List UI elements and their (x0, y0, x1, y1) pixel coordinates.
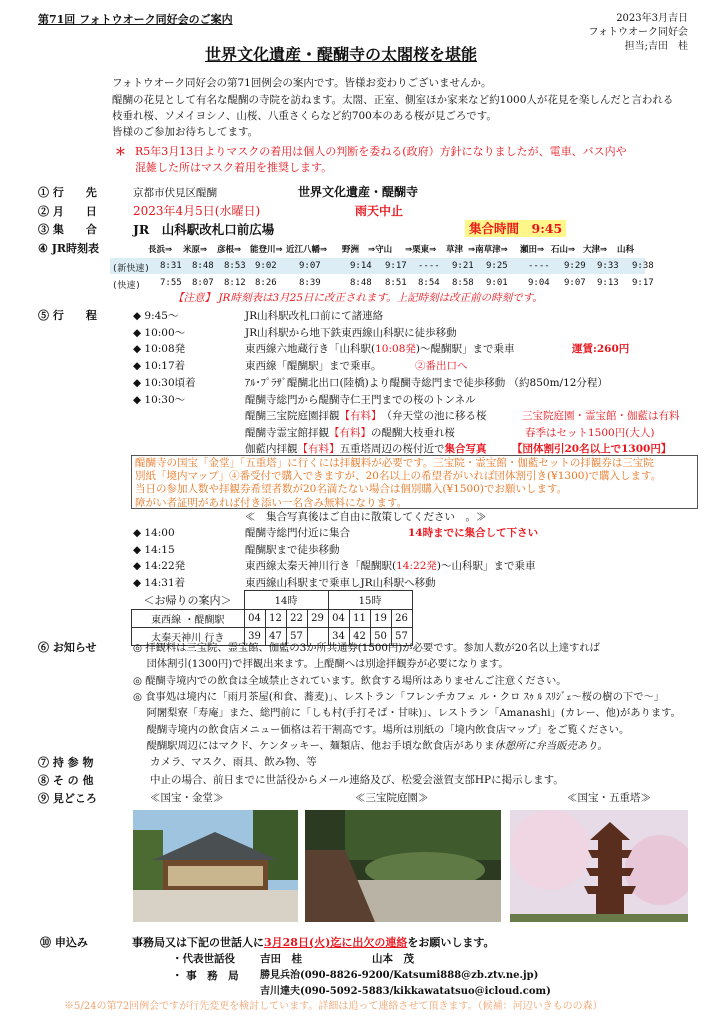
header-org: フォトウオーク同好会 (588, 27, 688, 38)
timetable-time: 7:55 (160, 278, 182, 288)
photo-sanboin (305, 810, 501, 922)
photo-caption-sanboin: ≪三宝院庭園≫ (355, 792, 429, 804)
subitem-text: 五重塔周辺の桜付近で (339, 443, 445, 455)
timetable-time: 9:04 (528, 278, 550, 288)
timetable-station: ⇒守山 (368, 245, 393, 255)
timetable-station: 大津⇒ (583, 245, 608, 255)
timetable-time: 9:07 (564, 278, 586, 288)
notice-line: ◎ 拝観料は三宝院、霊宝館、伽藍の3か所共通券(1500円)が必要です。参加人数が20名以上達すれば (133, 642, 600, 654)
rain-cancel-note: 雨天中止 (355, 204, 404, 218)
subitem-text: の醍醐大枝垂れ桜 (371, 426, 455, 439)
apply-label: ⑩ 申込み (40, 936, 88, 949)
date-label: ② 月 日 (38, 205, 97, 218)
notice-line: 醍醐寺境内の飲食店メニュー価格は若干割高です。場所は別紙の「境内飲食店マップ」をご覧ください。 (133, 723, 630, 736)
destination-place: 世界文化遺産・醍醐寺 (298, 185, 419, 199)
rep-2: 山本 茂 (372, 953, 414, 965)
subitem-text: 醍醐寺霊宝館拝観 (245, 426, 329, 439)
highlights-label: ⑨ 見どころ (38, 792, 97, 805)
timetable-time: 9:33 (597, 261, 619, 271)
intro-line: 枝垂れ桜、ソメイヨシノ、山桜、八重さくらなど約700本のある桜が見ごろです。 (112, 110, 497, 122)
itinerary-text: JR山科駅から地下鉄東西線山科駅に徒歩移動 (245, 326, 457, 339)
itinerary-extra: 14時までに集合して下さい (408, 527, 539, 539)
intro-line: 皆様のご参加お待ちしてます。 (112, 126, 259, 138)
return-row-label: 太秦天神川 行き (132, 627, 245, 645)
return-minute: 39 (244, 627, 265, 645)
notice-line: ◎ 食事処は境内に「雨月茶屋(和食、蕎麦)」、レストラン「フレンチカフェ ル・クロ ｽｩ ﾙ ｽﾘｼﾞｪ～桜の樹の下で～」 (133, 690, 665, 703)
itinerary-extra: 運賃:260円 (572, 343, 630, 356)
itinerary-text-b: )～山科駅」まで乗車 (436, 560, 536, 573)
timetable-station: ⇒南草津⇒ (468, 245, 508, 255)
mask-note-line: 混雑した所はマスク着用を推奨します。 (135, 161, 333, 174)
timetable-time: 9:13 (597, 278, 619, 288)
timetable-time: 8:53 (224, 261, 246, 271)
return-minute: 22 (286, 609, 307, 627)
notices-label: ⑥ お知らせ (38, 641, 97, 654)
other-value: 中止の場合、前日までに世話役からメール連絡及び、松愛会滋賀支部HPに掲示します。 (150, 774, 564, 786)
return-caption: ＜お帰りの案内＞ (132, 591, 245, 610)
timetable-time: 9:02 (255, 261, 277, 271)
admission-notice-line: 醍醐寺の国宝「金堂」「五重塔」に行くには拝観料が必要です。三宝院・霊宝館・伽藍セットの拝観券は三宝院 (135, 457, 654, 469)
notice-line: ◎ 醍醐寺境内での飲食は全域禁止されています。飲食する場所はありませんご注意ください。 (133, 674, 567, 687)
timetable-station: 石山⇒ (551, 245, 576, 255)
return-minute: 29 (307, 609, 328, 627)
return-minute: 34 (328, 627, 349, 645)
admission-notice-line: 当日の参加人数や拝観券希望者数が20名満たない場合は個別購入(¥1500)でお願いします。 (135, 483, 568, 496)
apply-text-b: をお願いします。 (407, 936, 495, 949)
timetable-row-shinkaisoku (0, 259, 724, 274)
intro-line: 醍醐の花見として有名な醍醐の寺院を訪ねます。太閤、正室、側室ほか家来など約1000人が花見を楽しんだと言われる (112, 94, 674, 106)
timetable-time: 9:17 (632, 278, 654, 288)
return-minute: 57 (286, 627, 307, 645)
timetable-station: 彦根⇒ (217, 245, 242, 255)
notice-line: 阿闍梨寮「寿庵」また、総門前に「しも村(手打そば・甘味)」、レストラン「Amanashi」(カレー、他)があります。 (133, 707, 681, 720)
subitem-text: 伽藍内拝観 (245, 443, 298, 455)
itinerary-label: ⑤ 行 程 (38, 309, 97, 322)
return-timetable (131, 590, 413, 646)
timetable-time: 8:31 (160, 261, 182, 271)
itinerary-text: 醍醐寺総門付近に集合 (245, 527, 350, 539)
timetable-time: 8:58 (452, 278, 474, 288)
mask-note-mark: ＊ (115, 145, 126, 158)
header-person: 担当;吉田 桂 (624, 41, 688, 52)
itinerary-text: 醍醐寺総門から醍醐寺仁王門までの桜のトンネル (245, 393, 476, 406)
itinerary-time: ◆ 14:31着 (133, 577, 186, 590)
timetable-time: 9:14 (350, 261, 372, 271)
itinerary-time: ◆ 10:08発 (133, 343, 186, 356)
timetable-station: 米原⇒ (183, 245, 208, 255)
itinerary-extra: ②番出口へ (415, 360, 468, 373)
timetable-time: 9:21 (452, 261, 474, 271)
mask-note-line: R5年3月13日よりマスクの着用は個人の判断を委ねる(政府）方針になりましたが、電車、バス内や (135, 145, 627, 158)
itinerary-time: ◆ 10:00～ (133, 326, 186, 339)
itinerary-text: 醍醐駅まで徒歩移動 (245, 543, 340, 556)
timetable-row-kaisoku (0, 276, 724, 291)
return-minute: 50 (370, 627, 391, 645)
subitem-extra: 【団体割引20名以上で1300円】 (512, 443, 672, 455)
office-label: ・ 事 務 局 (172, 970, 239, 982)
return-minute: 04 (244, 609, 265, 627)
itinerary-time-red: 10:08発 (375, 343, 416, 356)
paid-tag: 【有料】 (339, 410, 377, 422)
itinerary-text-a: 東西線太秦天神川行き「醍醐駅( (245, 560, 397, 573)
timetable-notice: 【注意】 JR時刻表は3月25日に改正されます。上記時刻は改正前の時刻です。 (173, 292, 543, 304)
return-minute: 26 (391, 609, 412, 627)
itinerary-text: 東西線「醍醐駅」まで乗車。 (245, 360, 382, 373)
office-1: 勝見兵治(090-8826-9200/Katsumi888@zb.ztv.ne.jp) (260, 970, 539, 981)
itinerary-time: ◆ 14:22発 (133, 560, 186, 573)
itinerary-time: ◆ 10:30～ (133, 393, 186, 406)
return-minute: 11 (349, 609, 370, 627)
header-title: 第71回 フォトウオーク同好会のご案内 (38, 13, 233, 26)
timetable-time: 8:48 (350, 278, 372, 288)
return-minute: 47 (265, 627, 286, 645)
timetable-station: 能登川⇒ (250, 245, 283, 255)
group-photo: 集合写真 (444, 443, 487, 455)
belongings-label: ⑦ 持 参 物 (38, 756, 94, 769)
return-minute: 12 (265, 609, 286, 627)
meeting-place: JR 山科駅改札口前広場 (133, 222, 275, 237)
photo-kondo (133, 810, 298, 922)
timetable-time: 9:25 (486, 261, 508, 271)
timetable-time: 9:38 (632, 261, 654, 271)
timetable-time: 8:54 (418, 278, 440, 288)
return-minute: 04 (328, 609, 349, 627)
page-title: 世界文化遺産・醍醐寺の太閤桜を堪能 (205, 45, 478, 64)
itinerary-subitem (245, 443, 487, 456)
itinerary-text-b: )～醍醐駅」まで乗車 (415, 343, 515, 356)
photo-caption-kondo: ≪国宝・金堂≫ (150, 792, 224, 804)
meeting-label: ③ 集 合 (38, 223, 97, 236)
apply-text-a: 事務局又は下記の世話人に (132, 936, 264, 949)
itinerary-text-a: 東西線六地蔵行き「山科駅( (245, 343, 376, 356)
paid-tag: 【有料】 (329, 426, 371, 439)
itinerary-text: ｱﾙ･ﾌﾟﾗｻﾞ醍醐北出口(陸橋)より醍醐寺総門まで徒歩移動 （約850m/12分程） (245, 376, 608, 389)
itinerary-time: ◆ 10:30頃着 (133, 376, 196, 389)
return-minute: 57 (391, 627, 412, 645)
timetable-stations (0, 241, 724, 256)
office-2: 吉川達夫(090-5092-5883/kikkawatatsuo@icloud.com) (260, 986, 551, 997)
header-date: 2023年3月吉日 (616, 13, 688, 24)
itinerary-time: ◆ 9:45～ (133, 310, 179, 322)
timetable-time: 8:51 (385, 278, 407, 288)
subitem-text: （弁天堂の池に移る桜 (376, 410, 487, 422)
free-time-note: ≪ 集合写真後はご自由に散策してください 。≫ (245, 511, 487, 523)
timetable-label: ④ JR時刻表 (38, 242, 100, 255)
itinerary-subitem (245, 410, 487, 423)
timetable-time: 9:07 (299, 261, 321, 271)
timetable-station: 瀬田⇒ (520, 245, 545, 255)
return-hour-15: 15時 (328, 591, 412, 610)
notice-line: 醍醐駅周辺にはマクド、ケンタッキー、麺類店、他お手頃な飲食店がありま休憩所に弁当販売あり。 (133, 739, 608, 752)
intro-line: フォトウオーク同好会の第71回例会の案内です。皆様お変わりございませんか。 (112, 77, 492, 89)
destination-label: ① 行 先 (38, 186, 97, 199)
timetable-service-name: (快速) (112, 281, 141, 291)
subitem-extra: 春季はセット1500円(大人) (525, 426, 655, 439)
itinerary-text (245, 560, 535, 573)
timetable-station: 山科 (617, 245, 635, 255)
timetable-station: 長浜⇒ (148, 245, 173, 255)
photo-caption-pagoda: ≪国宝・五重塔≫ (567, 792, 651, 804)
itinerary-text: JR山科駅改札口前にて諸連絡 (245, 310, 384, 322)
admission-notice-line: 障がい者証明があれば付き添い一名含み無料になります。 (135, 496, 408, 509)
destination-address: 京都市伏見区醍醐 (133, 187, 217, 199)
return-minute: 42 (349, 627, 370, 645)
timetable-time: ---- (418, 261, 440, 271)
belongings-value: カメラ、マスク、雨具、飲み物、等 (150, 756, 317, 768)
timetable-time: 8:07 (192, 278, 214, 288)
notice-italic: 休憩所に弁当販売あり。 (494, 739, 608, 752)
subitem-text: 醍醐三宝院庭園拝観 (245, 410, 340, 422)
return-hour-14: 14時 (244, 591, 328, 610)
timetable-station: 草津 (446, 245, 464, 255)
itinerary-subitem (245, 427, 455, 440)
apply-text (132, 936, 495, 949)
timetable-station: 近江八幡⇒ (286, 245, 328, 255)
timetable-time: 8:39 (299, 278, 321, 288)
photo-pagoda (510, 810, 688, 922)
footnote: ※5/24の第72回例会ですが行先変更を検討しています。詳細は追って連絡させて頂きます。（候補：河辺いきものの森） (64, 1001, 603, 1012)
timetable-time: 8:12 (224, 278, 246, 288)
itinerary-time-red: 14:22発 (396, 560, 437, 573)
timetable-time: 8:26 (255, 278, 277, 288)
return-row (132, 609, 413, 627)
notice-line: 団体割引(1300円)で拝観出来ます。上醍醐へは別途拝観券が必要になります。 (133, 658, 509, 671)
other-label: ⑧ そ の 他 (38, 774, 94, 787)
rep-label: ・代表世話役 (172, 953, 235, 965)
timetable-time: 9:17 (385, 261, 407, 271)
paid-tag: 【有料】 (297, 443, 340, 455)
admission-notice-box (131, 455, 698, 509)
itinerary-time: ◆ 10:17着 (133, 360, 186, 373)
rep-1: 吉田 桂 (260, 953, 302, 965)
admission-notice-line: 別紙「境内マップ」④番受付で購入できますが、20名以上の希望者がいれば団体割引き(¥1300)で購入します。 (135, 470, 662, 483)
date-value: 2023年4月5日(水曜日) (133, 204, 261, 218)
apply-deadline: 3月28日(火)迄に出欠の連絡 (264, 936, 408, 949)
itinerary-time: ◆ 14:00 (133, 527, 175, 539)
timetable-station: ⇒栗東⇒ (405, 245, 437, 255)
itinerary-text (245, 343, 514, 356)
itinerary-text: 東西線山科駅まで乗車しJR山科駅へ移動 (245, 577, 436, 590)
return-row-label: 東西線 ・醍醐駅 (132, 609, 245, 627)
timetable-station: 野洲 (342, 245, 360, 255)
subitem-extra: 三宝院庭園・霊宝館・伽藍は有料 (522, 410, 680, 422)
timetable-time: 9:29 (564, 261, 586, 271)
timetable-time: 8:48 (192, 261, 214, 271)
itinerary-time: ◆ 14:15 (133, 543, 175, 556)
timetable-time: 9:01 (486, 278, 508, 288)
return-minute: 19 (370, 609, 391, 627)
meeting-time: 集合時間 9:45 (465, 220, 566, 237)
timetable-service-name: (新快速) (112, 264, 150, 274)
timetable-time: ---- (528, 261, 550, 271)
